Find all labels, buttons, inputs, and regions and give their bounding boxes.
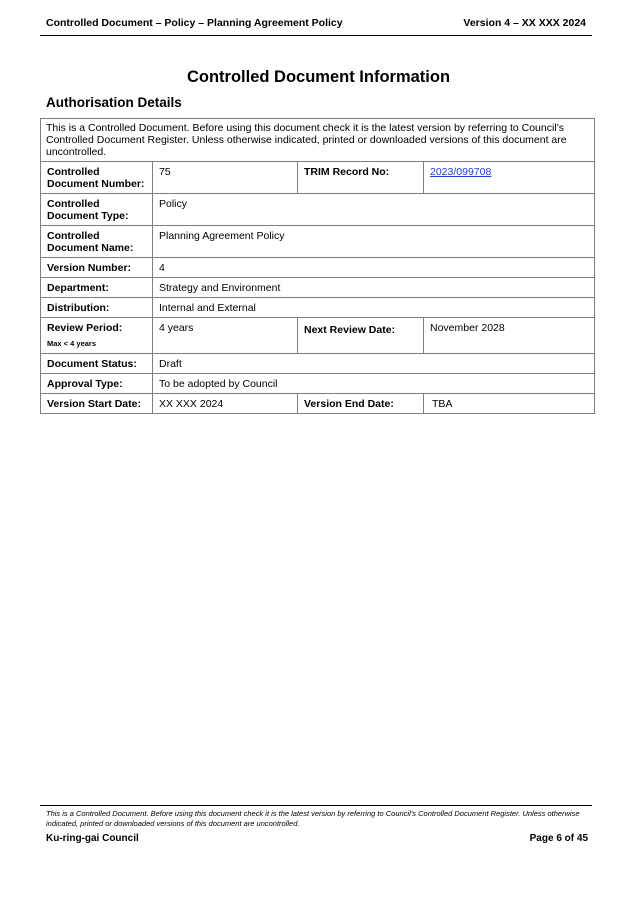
next-review-value: November 2028 — [424, 318, 595, 354]
intro-text: This is a Controlled Document. Before using this document check it is the latest version by referring to Council’s Controlled Document Register. Unless otherwise indicated, printed or downloaded versions of this document are uncontrolled. — [41, 119, 595, 162]
page-header — [40, 10, 592, 36]
department-label: Department: — [41, 278, 153, 298]
section-title: Authorisation Details — [46, 95, 182, 110]
header-version: Version 4 – XX XXX 2024 — [463, 16, 586, 29]
version-start-value: XX XXX 2024 — [153, 394, 298, 414]
table-row — [41, 374, 595, 394]
page-title: Controlled Document Information — [186, 68, 451, 86]
department-value: Strategy and Environment — [153, 278, 595, 298]
footer-divider — [40, 805, 592, 806]
page-footer — [46, 833, 588, 844]
version-end-value: TBA — [424, 394, 595, 414]
table-row — [41, 162, 595, 194]
table-row — [41, 394, 595, 414]
footer-disclaimer: This is a Controlled Document. Before using this document check it is the latest version by referring to Council’s Controlled Document Register. Unless otherwise indicated, printed or downloaded versions of this document are uncontrolled. — [46, 809, 580, 828]
table-row — [41, 278, 595, 298]
doc-type-label: Controlled Document Type: — [41, 194, 153, 226]
header-document-title: Controlled Document – Policy – Planning Agreement Policy — [46, 16, 343, 29]
authorisation-details-table — [40, 118, 595, 414]
doc-name-label: Controlled Document Name: — [41, 226, 153, 258]
version-value: 4 — [153, 258, 595, 278]
distribution-label: Distribution: — [41, 298, 153, 318]
version-end-label: Version End Date: — [298, 394, 424, 414]
review-period-label: Review Period: — [47, 322, 123, 334]
table-row — [41, 194, 595, 226]
doc-number-label: Controlled Document Number: — [41, 162, 153, 194]
table-row — [41, 354, 595, 374]
approval-type-value: To be adopted by Council — [153, 374, 595, 394]
review-period-value: 4 years — [153, 318, 298, 354]
table-row — [41, 298, 595, 318]
table-row — [41, 119, 595, 162]
next-review-label: Next Review Date: — [298, 318, 424, 354]
version-start-label: Version Start Date: — [41, 394, 153, 414]
doc-number-value: 75 — [153, 162, 298, 194]
trim-label: TRIM Record No: — [298, 162, 424, 194]
doc-type-value: Policy — [153, 194, 595, 226]
distribution-value: Internal and External — [153, 298, 595, 318]
version-label: Version Number: — [41, 258, 153, 278]
trim-cell — [424, 162, 595, 194]
approval-type-label: Approval Type: — [41, 374, 153, 394]
review-period-note: Max < 4 years — [47, 339, 96, 348]
status-value: Draft — [153, 354, 595, 374]
page-number: Page 6 of 45 — [529, 833, 588, 844]
review-period-cell — [41, 318, 153, 354]
footer-organisation: Ku-ring-gai Council — [46, 833, 139, 844]
status-label: Document Status: — [41, 354, 153, 374]
table-row — [41, 318, 595, 354]
table-row — [41, 226, 595, 258]
table-row — [41, 258, 595, 278]
doc-name-value: Planning Agreement Policy — [153, 226, 595, 258]
trim-record-link[interactable]: 2023/099708 — [430, 166, 492, 178]
